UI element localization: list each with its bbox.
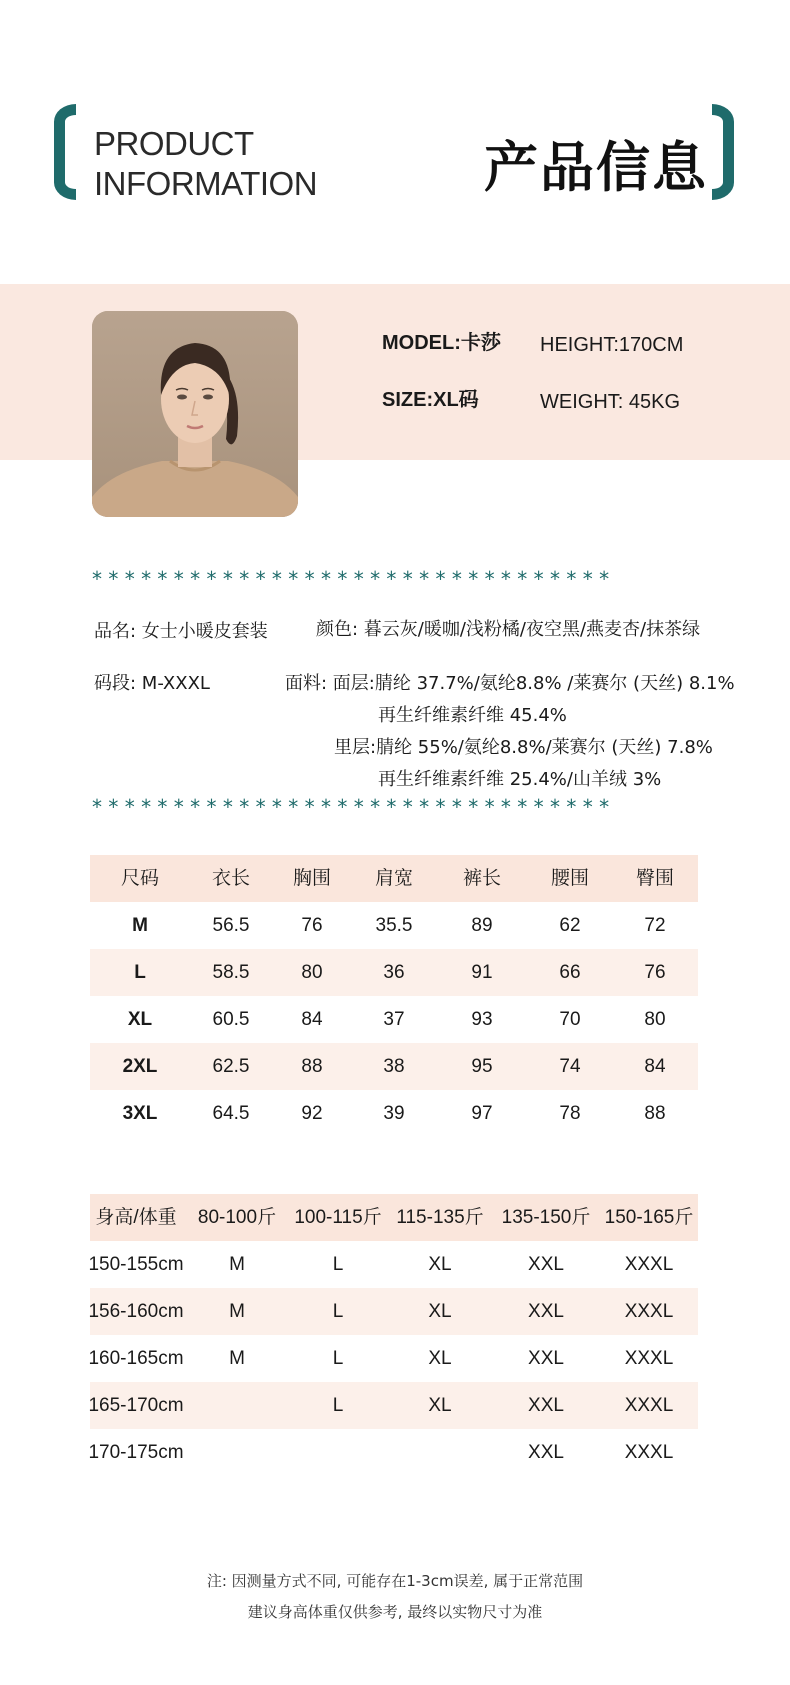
table-cell: 60.5 [212,1009,250,1030]
table-cell: 37 [383,1009,405,1030]
table-cell: XXL [528,1254,564,1275]
table-cell: 2XL [122,1056,158,1077]
star-divider-bottom: * * * * * * * * * * * * * * * * * * * * * * * * * * * * * * * * [92,795,610,819]
size-chart-table [90,855,698,1124]
table-cell: 150-155cm [88,1254,184,1275]
table-cell: 80 [644,1009,666,1030]
title-en-line2: INFORMATION [94,165,318,202]
table-cell: XL [127,1009,153,1030]
table-cell: M [229,1254,245,1275]
table-cell: M [132,915,148,936]
table-cell: 76 [301,915,323,936]
table-cell: XXL [528,1348,564,1369]
table-cell: 91 [471,962,493,983]
table-cell: 93 [471,1009,493,1030]
table-header-cell: 裤长 [462,868,501,889]
table-cell: XXL [528,1442,564,1463]
table-cell: 56.5 [212,915,250,936]
star-divider-top: * * * * * * * * * * * * * * * * * * * * * * * * * * * * * * * * [92,567,610,591]
table-header-cell: 肩宽 [374,868,413,889]
model-size: SIZE:XL码 [382,389,479,411]
table-cell: 74 [559,1056,581,1077]
table-cell: 36 [383,962,405,983]
table-row [90,949,698,996]
fabric-outer-line1: 面料: 面层:腈纶 37.7%/氨纶8.8% /莱赛尔 (天丝) 8.1% [285,673,735,694]
title-cn: 产品信息 [484,136,708,199]
note-measurement-error: 注: 因测量方式不同, 可能存在1-3cm误差, 属于正常范围 [206,1572,584,1590]
table-header-cell: 身高/体重 [95,1207,177,1228]
table-cell: 156-160cm [88,1301,184,1322]
table-cell: 62 [559,915,581,936]
table-cell: L [332,1395,344,1416]
table-header-cell: 腰围 [550,868,589,889]
table-cell: 38 [383,1056,405,1077]
table-cell: 72 [644,915,666,936]
table-cell: XXXL [624,1395,674,1416]
note-reference-only: 建议身高体重仅供参考, 最终以实物尺寸为准 [247,1603,543,1621]
table-row [90,1429,698,1476]
table-cell: 35.5 [375,915,413,936]
table-cell: 39 [383,1103,405,1124]
left-bracket-decoration [54,104,76,200]
table-header-cell: 135-150斤 [501,1207,591,1228]
table-cell: 62.5 [212,1056,250,1077]
table-header-cell: 80-100斤 [197,1207,277,1228]
table-cell: L [134,962,146,983]
table-cell: 89 [471,915,493,936]
table-row [90,1288,698,1335]
table-header-cell: 臀围 [635,868,674,889]
table-cell: 84 [301,1009,323,1030]
table-cell: XL [428,1348,452,1369]
table-cell: 92 [301,1103,323,1124]
fit-table-header [90,1194,698,1241]
table-cell: 88 [301,1056,323,1077]
product-colors: 颜色: 暮云灰/暖咖/浅粉橘/夜空黑/燕麦杏/抹茶绿 [316,619,701,640]
size-table-header [90,855,698,902]
table-header-cell: 衣长 [211,868,250,889]
table-cell: 95 [471,1056,493,1077]
table-cell: XXXL [624,1301,674,1322]
table-cell: XL [428,1395,452,1416]
table-cell [186,1429,288,1476]
table-cell: XL [428,1301,452,1322]
table-cell: 88 [644,1103,666,1124]
table-cell: 70 [559,1009,581,1030]
table-cell: M [229,1348,245,1369]
table-cell: 160-165cm [88,1348,184,1369]
table-row [90,1241,698,1288]
table-cell: 97 [471,1103,493,1124]
fabric-inner-line2: 再生纤维素纤维 25.4%/山羊绒 3% [378,769,662,790]
table-cell: 165-170cm [88,1395,184,1416]
table-cell: XL [428,1254,452,1275]
table-cell: 80 [301,962,323,983]
table-row [90,1043,698,1090]
title-en-line1: PRODUCT [94,125,254,162]
table-cell [388,1429,492,1476]
table-cell: L [332,1348,344,1369]
model-weight: WEIGHT: 45KG [540,391,681,413]
table-row [90,996,698,1043]
table-cell: XXXL [624,1348,674,1369]
table-cell [186,1382,288,1429]
table-cell: 78 [559,1103,581,1124]
table-header-cell: 150-165斤 [604,1207,694,1228]
table-cell: M [229,1301,245,1322]
table-cell: 170-175cm [88,1442,184,1463]
table-row [90,902,698,949]
table-row [90,1335,698,1382]
table-cell: XXXL [624,1254,674,1275]
right-bracket-decoration [712,104,734,200]
table-cell: L [332,1301,344,1322]
table-header-cell: 胸围 [292,868,331,889]
model-height: HEIGHT:170CM [540,334,684,356]
product-size-range: 码段: M-XXXL [94,673,210,694]
table-cell: 3XL [122,1103,158,1124]
table-cell [288,1429,388,1476]
table-header-cell: 100-115斤 [294,1207,382,1228]
table-header-cell: 尺码 [120,868,159,889]
title-en [94,124,317,204]
table-cell: L [332,1254,344,1275]
table-cell: XXL [528,1301,564,1322]
table-cell: 84 [644,1056,666,1077]
table-cell: 66 [559,962,581,983]
table-cell: XXXL [624,1442,674,1463]
table-cell: 64.5 [212,1103,250,1124]
fabric-inner-line1: 里层:腈纶 55%/氨纶8.8%/莱赛尔 (天丝) 7.8% [334,737,713,758]
table-row [90,1382,698,1429]
fabric-outer-line2: 再生纤维素纤维 45.4% [378,705,567,726]
table-cell: XXL [528,1395,564,1416]
product-name: 品名: 女士小暖皮套装 [94,621,268,642]
fit-recommendation-table [88,1194,698,1463]
model-name: MODEL:卡莎 [382,332,501,354]
table-cell: 58.5 [212,962,250,983]
table-row [90,1090,698,1137]
table-cell: 76 [644,962,666,983]
model-photo [92,311,298,517]
table-header-cell: 115-135斤 [396,1207,484,1228]
